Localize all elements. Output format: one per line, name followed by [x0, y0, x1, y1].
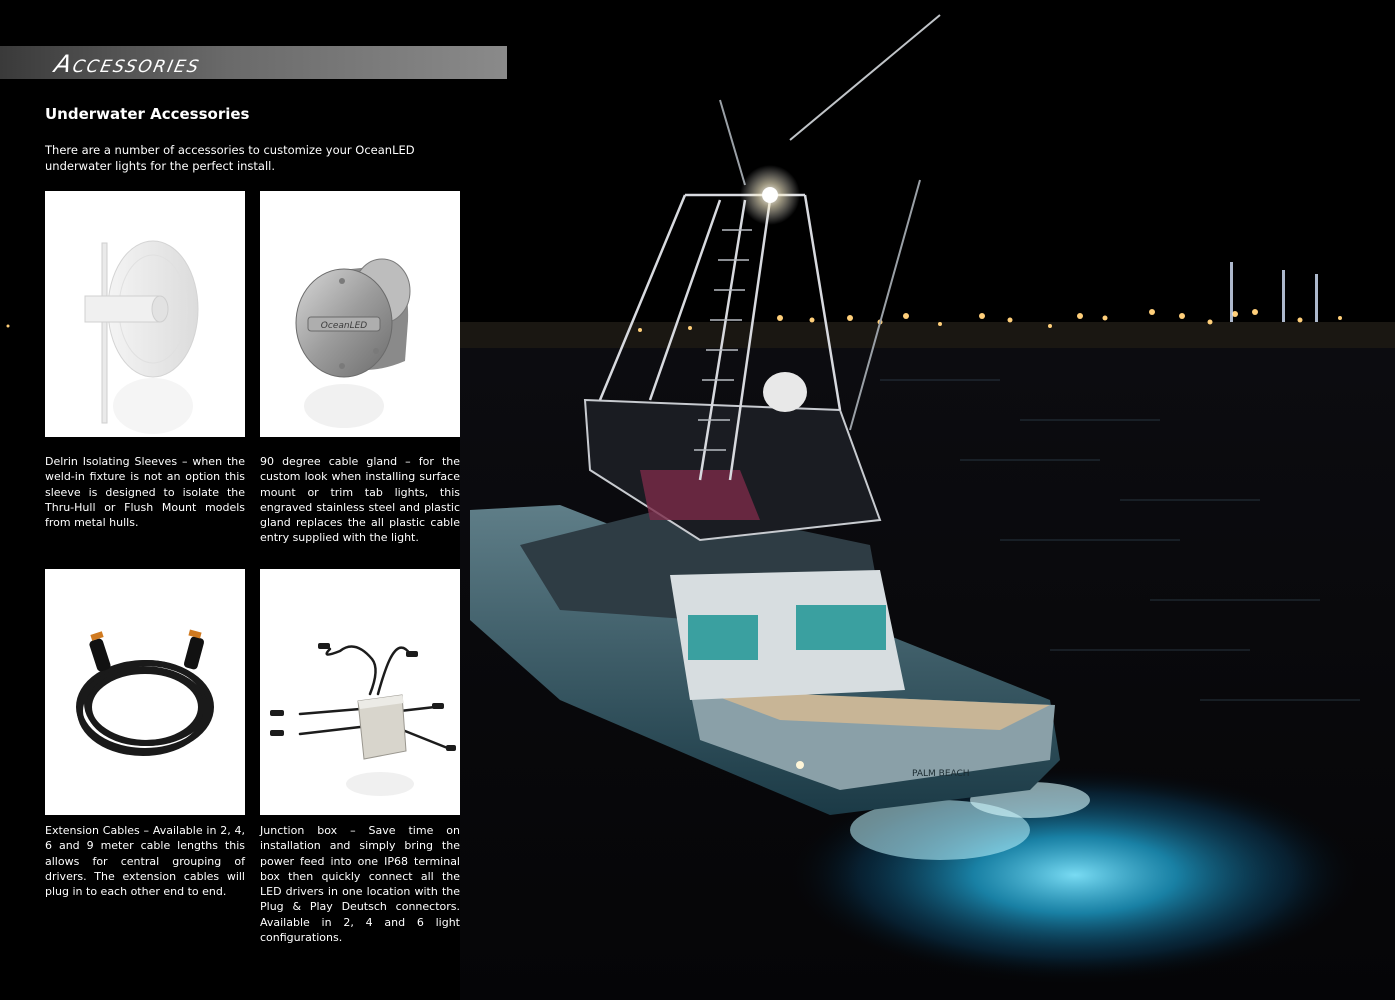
section-title: Accessories	[52, 50, 204, 78]
intro-text: There are a number of accessories to customize your OceanLED underwater lights for the perfect install.	[45, 143, 415, 173]
isolating-sleeve-illustration	[45, 191, 245, 437]
product-image-cable-gland	[260, 191, 460, 437]
caption-extension-cables: Extension Cables – Available in 2, 4, 6 and 9 meter cable lengths this allows for central grouping of drivers. The extension cables will plug in to each other end to end.	[45, 824, 245, 899]
transom-text: PALM BEACH	[912, 769, 970, 779]
extension-cable-illustration	[45, 569, 245, 815]
product-image-junction-box	[260, 569, 460, 815]
junction-box-illustration	[260, 569, 460, 815]
caption-cable-gland: 90 degree cable gland – for the custom look when installing surface mount or trim tab lights, this engraved stainless steel and plastic gland replaces the all plastic cable entry supplied with the light.	[260, 455, 460, 545]
product-image-isolating-sleeve	[45, 191, 245, 437]
page-heading: Underwater Accessories	[45, 105, 250, 123]
product-image-extension-cables	[45, 569, 245, 815]
caption-junction-box: Junction box – Save time on installation and simply bring the power feed into one IP68 terminal box then quickly connect all the LED drivers in one location with the Plug & Play Deutsch connectors. Available in 2, 4 and 6 light configurations.	[260, 824, 460, 945]
gland-engraving: OceanLED	[320, 321, 368, 331]
caption-isolating-sleeve: Delrin Isolating Sleeves – when the weld-in fixture is not an option this sleeve is designed to isolate the Thru-Hull or Flush Mount models from metal hulls.	[45, 455, 245, 530]
section-header-band	[0, 46, 507, 79]
cable-gland-illustration	[260, 191, 460, 437]
